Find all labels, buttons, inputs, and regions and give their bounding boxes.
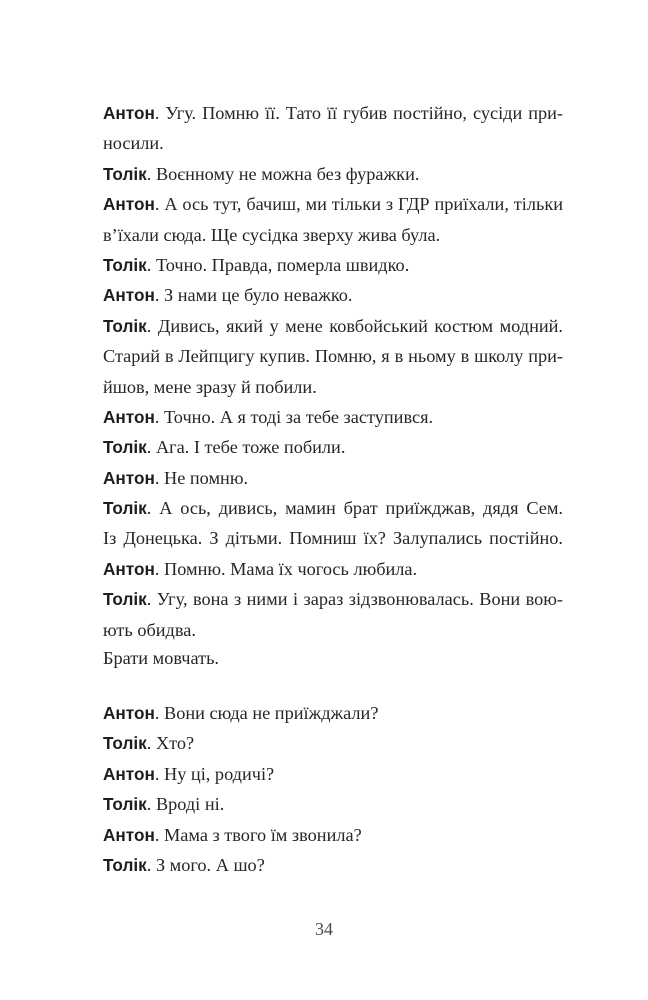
line-text: . Ну ці, родичі? <box>154 763 275 784</box>
dialogue-line <box>103 402 563 432</box>
line-text: . Не помню. <box>154 467 249 488</box>
dialogue-block-2 <box>103 698 563 880</box>
speaker-name: Толік <box>103 163 147 184</box>
line-text: ють обидва. <box>103 619 196 640</box>
dialogue-line <box>103 615 563 645</box>
dialogue-line <box>103 280 563 310</box>
line-text: Старий в Лейпцигу купив. Помню, я в ньому в школу при- <box>103 346 563 367</box>
speaker-name: Антон <box>103 467 155 488</box>
line-text: . З нами це було неважко. <box>154 285 353 306</box>
dialogue-line <box>103 728 563 758</box>
dialogue-line <box>103 220 563 250</box>
dialogue-line <box>103 584 563 614</box>
speaker-name: Антон <box>103 558 155 579</box>
dialogue-line <box>103 698 563 728</box>
line-text: . Вроді ні. <box>146 794 225 815</box>
dialogue-line <box>103 341 563 371</box>
dialogue-line <box>103 98 563 128</box>
line-text: . Мама з твого їм звонила? <box>154 824 362 845</box>
line-text: . Угу. Помню її. Тато її губив постійно, сусіди при- <box>154 103 563 123</box>
dialogue-line <box>103 493 563 523</box>
dialogue-line <box>103 554 563 584</box>
page-number: 34 <box>315 919 333 939</box>
dialogue-line <box>103 850 563 880</box>
stage-direction: Брати мовчать. <box>103 648 219 668</box>
dialogue-line <box>103 463 563 493</box>
speaker-name: Антон <box>103 824 155 845</box>
line-text: . Точно. А я тоді за тебе заступився. <box>154 406 434 427</box>
dialogue-line <box>103 311 563 341</box>
speaker-name: Толік <box>103 315 147 336</box>
dialogue-line <box>103 432 563 462</box>
dialogue-line <box>103 189 563 219</box>
speaker-name: Толік <box>103 437 147 458</box>
line-text: . З мого. А шо? <box>146 854 265 875</box>
speaker-name: Толік <box>103 589 147 610</box>
dialogue-line <box>103 372 563 402</box>
line-text: . Вони сюда не приїжджали? <box>154 703 379 723</box>
speaker-name: Антон <box>103 103 155 123</box>
line-text: . А ось тут, бачиш, ми тільки з ГДР приїхали, тільки <box>154 194 563 215</box>
line-text: в’їхали сюда. Ще сусідка зверху жива була. <box>103 224 441 245</box>
dialogue-block-1 <box>103 98 563 645</box>
line-text: . Точно. Правда, померла швидко. <box>146 254 410 275</box>
line-text: . Дивись, який у мене ковбойський костюм модний. <box>146 315 563 336</box>
stage-direction-block <box>103 643 563 673</box>
speaker-name: Антон <box>103 703 155 723</box>
line-text: Із Донецька. З дітьми. Помниш їх? Залупались постійно. <box>103 528 563 549</box>
speaker-name: Толік <box>103 498 147 519</box>
speaker-name: Толік <box>103 794 147 815</box>
speaker-name: Толік <box>103 254 147 275</box>
line-text: . Хто? <box>146 733 195 754</box>
speaker-name: Толік <box>103 733 147 754</box>
line-text: . А ось, дивись, мамин брат приїжджав, дядя Сем. <box>146 498 563 519</box>
dialogue-line <box>103 759 563 789</box>
speaker-name: Антон <box>103 194 155 215</box>
line-text: . Воєнному не можна без фуражки. <box>146 163 420 184</box>
dialogue-line <box>103 523 563 553</box>
line-text: йшов, мене зразу й побили. <box>103 376 317 397</box>
speaker-name: Толік <box>103 854 147 875</box>
line-text: . Помню. Мама їх чогось любила. <box>154 558 418 579</box>
line-text: . Угу, вона з ними і зараз зідзвонювалась. Вони вою- <box>146 589 563 610</box>
speaker-name: Антон <box>103 763 155 784</box>
dialogue-line <box>103 789 563 819</box>
speaker-name: Антон <box>103 285 155 306</box>
dialogue-line <box>103 250 563 280</box>
dialogue-line <box>103 128 563 158</box>
speaker-name: Антон <box>103 406 155 427</box>
line-text: носили. <box>103 133 164 154</box>
dialogue-line <box>103 159 563 189</box>
dialogue-line <box>103 820 563 850</box>
line-text: . Ага. І тебе тоже побили. <box>146 437 346 458</box>
